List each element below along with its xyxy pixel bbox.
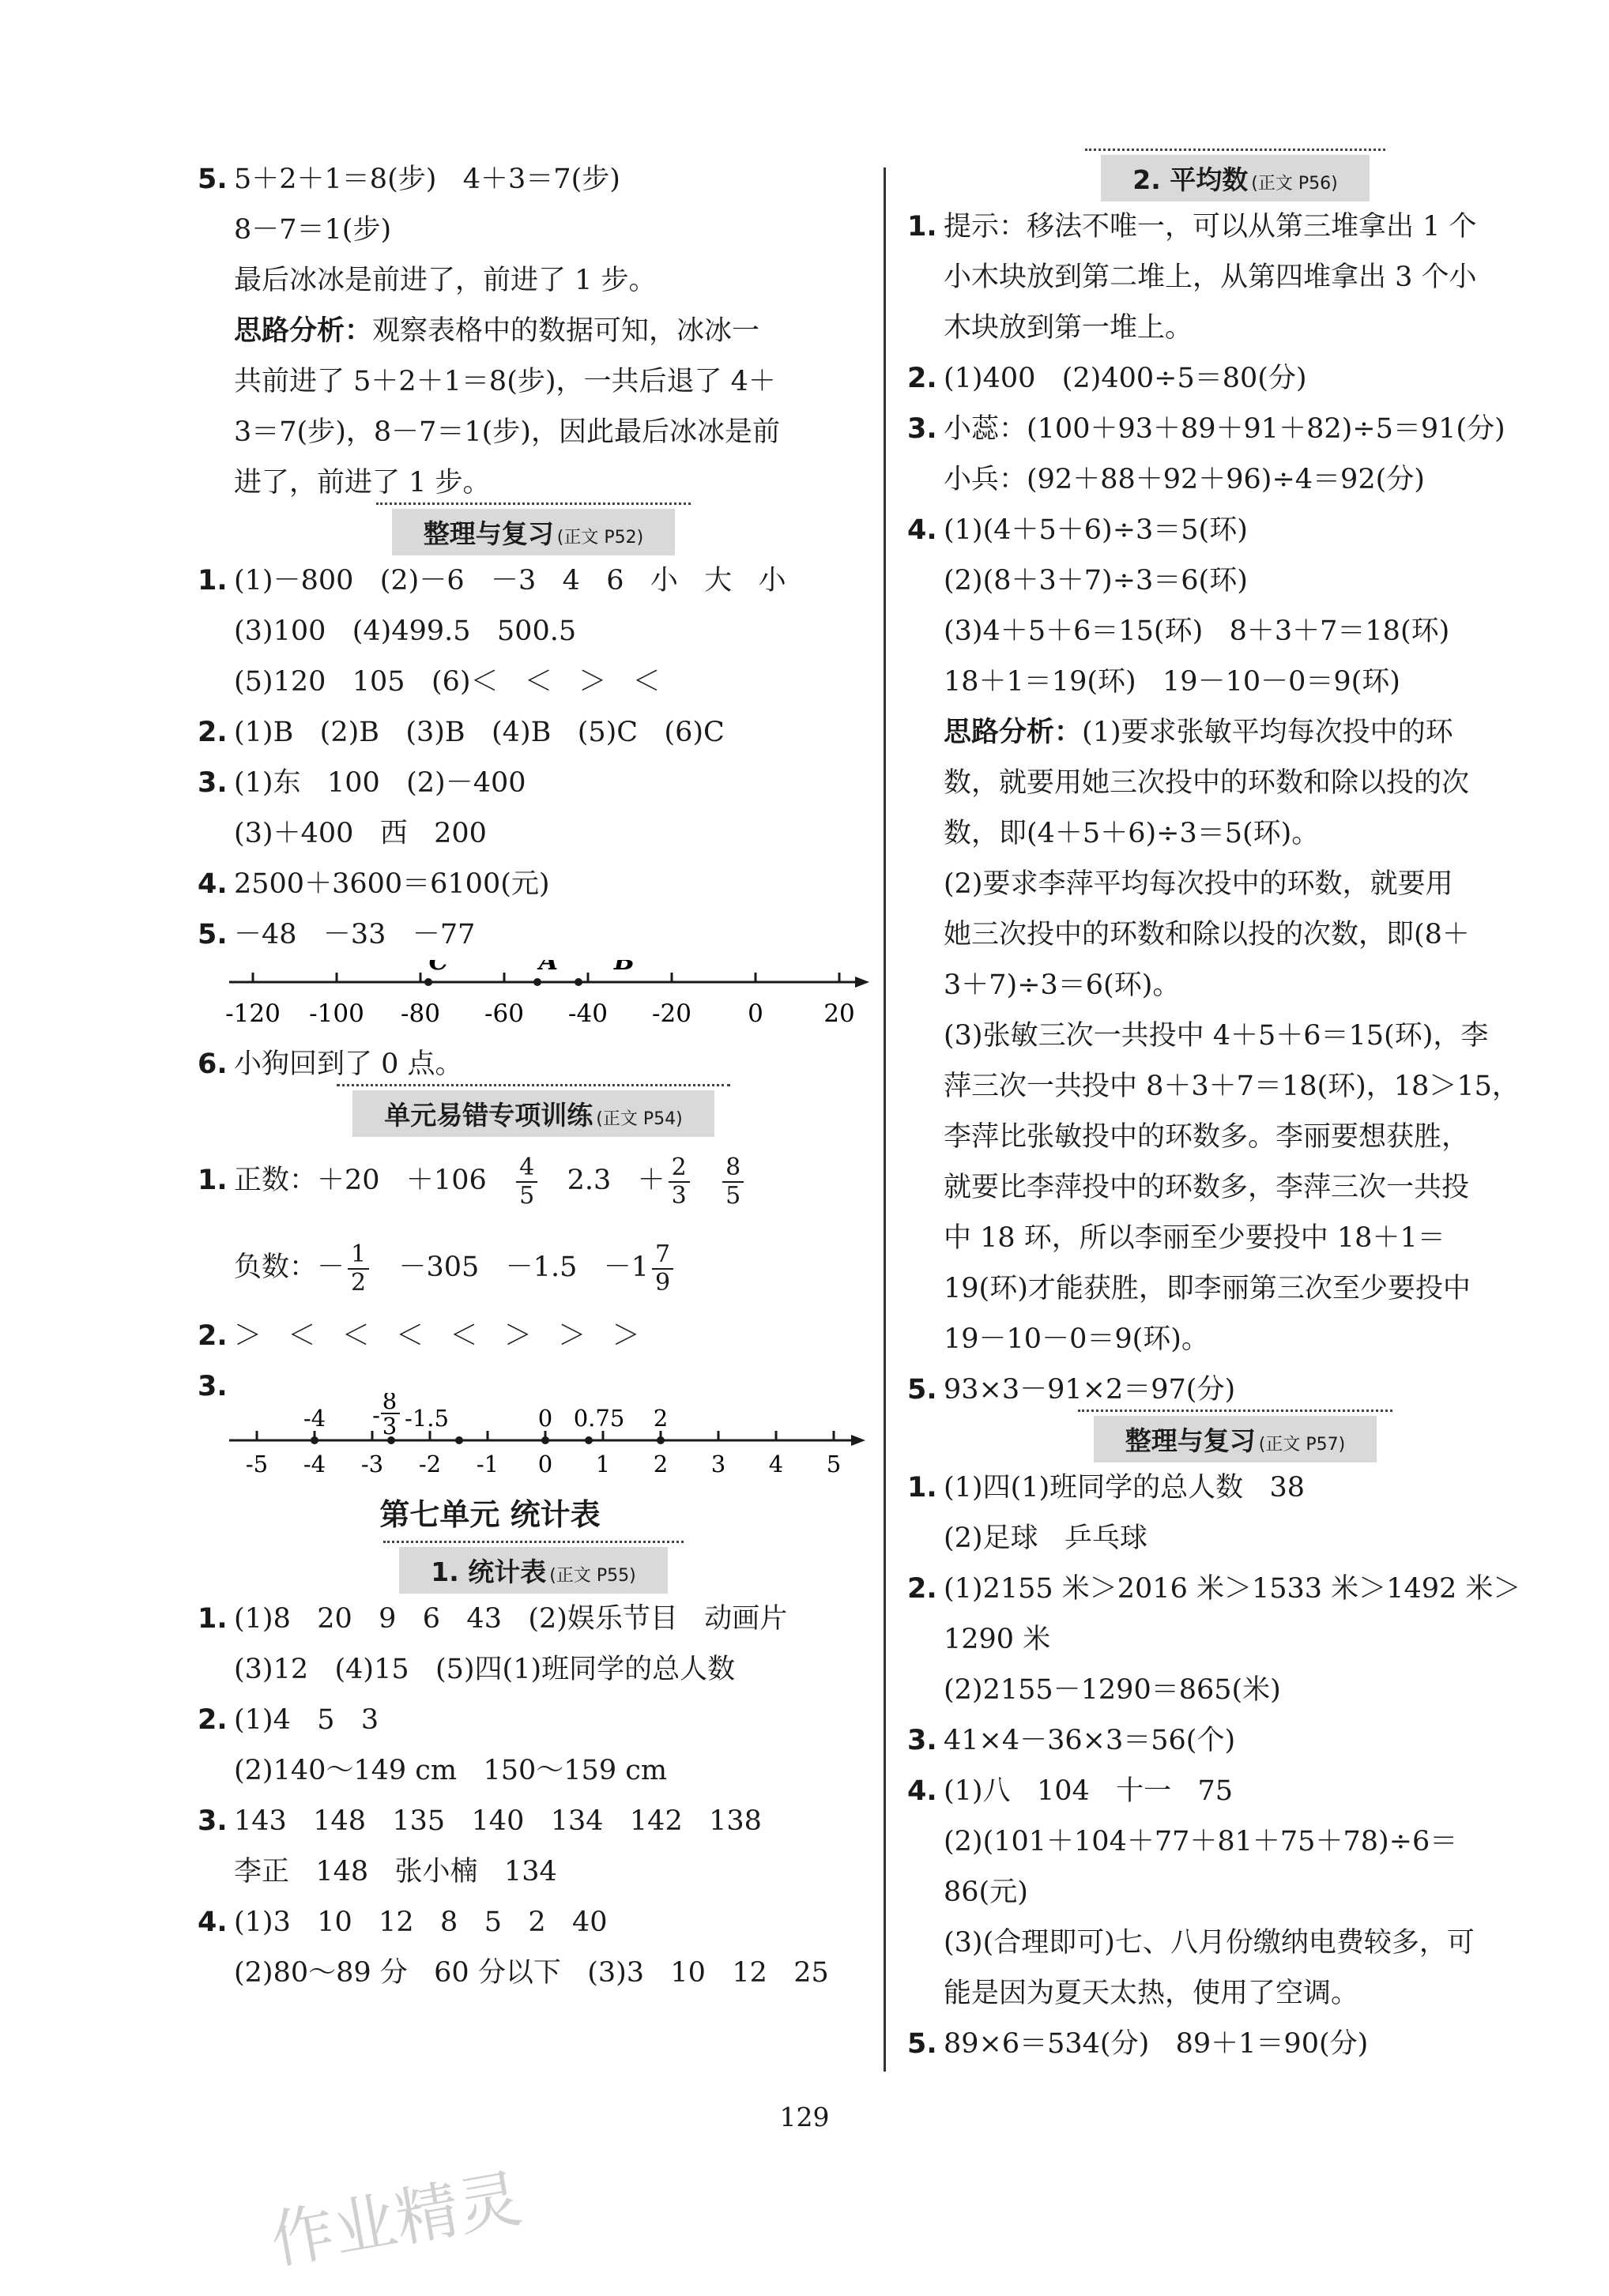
tick-label: 0 xyxy=(748,999,763,1028)
answer-line: 数，就要用她三次投中的环数和除以投的次 xyxy=(944,767,1470,799)
point-label: 8 xyxy=(382,1393,398,1414)
tick-label: -80 xyxy=(401,999,440,1028)
answer-line: (3)12 (4)15 (5)四(1)班同学的总人数 xyxy=(234,1654,736,1685)
answer-line: (3)4＋5＋6＝15(环) 8＋3＋7＝18(环) xyxy=(944,615,1450,647)
fraction: $\frac{4}{5}$ xyxy=(516,1154,537,1210)
answer-line: (5)120 105 (6)＜ ＜ ＞ ＜ xyxy=(234,666,661,698)
answer-line: 思路分析：观察表格中的数据可知，冰冰一 xyxy=(234,315,760,347)
point-label: -4 xyxy=(303,1405,326,1432)
answer-line: 3. 41×4－36×3＝56(个) xyxy=(907,1725,1236,1756)
fraction: $\frac{1}{2}$ xyxy=(348,1241,369,1297)
page-number: 129 xyxy=(779,2102,830,2132)
point-label-c: C xyxy=(428,960,449,976)
answer-line: 共前进了 5＋2＋1＝8(步)，一共后退了 4＋ xyxy=(234,366,776,397)
answer-line: 3. (1)东 100 (2)－400 xyxy=(198,767,526,799)
section-heading: 单元易错专项训练 (正文 P54) xyxy=(198,1090,869,1137)
answer-line: 3＋7)÷3＝6(环)。 xyxy=(944,969,1181,1001)
answer-line: 中 18 环，所以李丽至少要投中 18＋1＝ xyxy=(944,1222,1445,1254)
point-label: 0.75 xyxy=(573,1405,625,1432)
answer-line: 木块放到第一堆上。 xyxy=(944,312,1193,344)
tick-label: 5 xyxy=(826,1451,842,1477)
point-label: 0 xyxy=(537,1405,553,1432)
tick-label: 3 xyxy=(710,1451,726,1477)
answer-line: 1290 米 xyxy=(944,1624,1051,1655)
section-heading: 整理与复习 (正文 P57) xyxy=(907,1415,1563,1462)
answer-line: 2. (1)400 (2)400÷5＝80(分) xyxy=(907,363,1307,394)
section-heading: 2. 平均数 (正文 P56) xyxy=(907,154,1563,201)
answer-line: (2)足球 乒乓球 xyxy=(944,1523,1147,1554)
answer-line: 4. (1)3 10 12 8 5 2 40 xyxy=(198,1906,608,1938)
answer-line: (2)140～149 cm 150～159 cm xyxy=(234,1755,668,1786)
tick-label: -60 xyxy=(484,999,524,1028)
tick-label: -120 xyxy=(225,999,281,1028)
unit-title: 第七单元 统计表 xyxy=(379,1497,601,1532)
answer-line: (2)(101＋104＋77＋81＋75＋78)÷6＝ xyxy=(944,1826,1458,1858)
answer-line: 数，即(4＋5＋6)÷3＝5(环)。 xyxy=(944,818,1320,849)
tick-label: 2 xyxy=(653,1451,669,1477)
answer-line: (3)(合理即可)七、八月份缴纳电费较多，可 xyxy=(944,1927,1475,1959)
answer-line: 负数：－ $\frac{1}{2}$ －305 －1.5 －1 $\frac{7}{9}$ xyxy=(198,1224,869,1311)
answer-line: 就要比李萍投中的环数多，李萍三次一共投 xyxy=(944,1172,1470,1203)
point xyxy=(657,1436,665,1444)
answer-line: 能是因为夏天太热，使用了空调。 xyxy=(944,1978,1359,2009)
point-c xyxy=(424,978,432,986)
answer-line: 4. 2500＋3600＝6100(元) xyxy=(198,868,550,900)
answer-line: 萍三次一共投中 8＋3＋7＝18(环)，18＞15， xyxy=(944,1071,1520,1102)
tick-label: 4 xyxy=(768,1451,784,1477)
number-line-1 xyxy=(198,960,869,1036)
answer-line: 19(环)才能获胜，即李丽第三次至少要投中 xyxy=(944,1273,1471,1304)
answer-line: 8－7＝1(步) xyxy=(234,214,392,246)
answer-line: 86(元) xyxy=(944,1876,1028,1908)
answer-line: 她三次投中的环数和除以投的次数，即(8＋ xyxy=(944,919,1470,950)
fraction: $\frac{2}{3}$ xyxy=(669,1154,690,1210)
left-column xyxy=(198,154,869,1998)
answer-line: 19－10－0＝9(环)。 xyxy=(944,1323,1209,1355)
tick-label: -4 xyxy=(303,1451,326,1477)
point xyxy=(585,1436,593,1444)
tick-label: -20 xyxy=(652,999,691,1028)
answer-line: 4. (1)(4＋5＋6)÷3＝5(环) xyxy=(907,514,1248,546)
answer-line: 李萍比张敏投中的环数多。李丽要想获胜， xyxy=(944,1121,1470,1153)
answer-line: (3)100 (4)499.5 500.5 xyxy=(234,615,577,647)
point xyxy=(311,1436,318,1444)
tick-label: 1 xyxy=(595,1451,611,1477)
answer-line: 3. 小蕊：(100＋93＋89＋91＋82)÷5＝91(分) xyxy=(907,413,1505,445)
section-heading: 整理与复习 (正文 P52) xyxy=(198,508,869,555)
answer-line: (2)80～89 分 60 分以下 (3)3 10 12 25 xyxy=(234,1957,829,1989)
answer-line: (2)2155－1290＝865(米) xyxy=(944,1674,1281,1706)
point-label-b: B xyxy=(613,960,635,976)
tick-label: -3 xyxy=(360,1451,384,1477)
section-heading: 1. 统计表 (正文 P55) xyxy=(198,1546,869,1594)
answer-line: (3)张敏三次一共投中 4＋5＋6＝15(环)，李 xyxy=(944,1020,1489,1052)
answer-line: 18＋1＝19(环) 19－10－0＝9(环) xyxy=(944,666,1400,698)
answer-line: 4. (1)八 104 十一 75 xyxy=(907,1775,1234,1807)
point-a xyxy=(533,978,541,986)
answer-line: 最后冰冰是前进了，前进了 1 步。 xyxy=(234,265,657,296)
point-b xyxy=(575,978,582,986)
right-column xyxy=(907,154,1563,2069)
answer-line: 2. (1)B (2)B (3)B (4)B (5)C (6)C xyxy=(198,717,725,748)
answer-line: 小兵：(92＋88＋92＋96)÷4＝92(分) xyxy=(944,464,1425,495)
answer-line: 5. －48 －33 －77 xyxy=(198,919,476,950)
answer-line: 1. (1)四(1)班同学的总人数 38 xyxy=(907,1472,1306,1504)
answer-line: 1. (1)－800 (2)－6 －3 4 6 小 大 小 xyxy=(198,565,786,597)
point xyxy=(455,1436,463,1444)
tick-label: -1 xyxy=(476,1451,499,1477)
answer-line: 2. ＞ ＜ ＜ ＜ ＜ ＞ ＞ ＞ xyxy=(198,1320,640,1352)
point-label-a: A xyxy=(538,960,559,976)
point-label: 2 xyxy=(653,1405,669,1432)
answer-line: (2)要求李萍平均每次投中的环数，就要用 xyxy=(944,868,1453,900)
column-divider xyxy=(884,167,886,2072)
point xyxy=(541,1436,549,1444)
answer-line: 2. (1)4 5 3 xyxy=(198,1704,379,1736)
point-label: - xyxy=(372,1402,380,1428)
fraction: $\frac{7}{9}$ xyxy=(652,1241,673,1297)
tick-label: -2 xyxy=(418,1451,442,1477)
point-label: -1.5 xyxy=(405,1405,449,1432)
answer-line: 6. 小狗回到了 0 点。 xyxy=(198,1048,463,1080)
answer-line: 3. xyxy=(198,1371,228,1402)
point-label: 3 xyxy=(382,1413,398,1440)
answer-line: 3＝7(步)，8－7＝1(步)，因此最后冰冰是前 xyxy=(234,416,780,448)
answer-line: 思路分析：(1)要求张敏平均每次投中的环 xyxy=(944,717,1453,748)
tick-label: -5 xyxy=(245,1451,269,1477)
answer-line: 3. 143 148 135 140 134 142 138 xyxy=(198,1805,762,1837)
answer-line: 1. (1)8 20 9 6 43 (2)娱乐节目 动画片 xyxy=(198,1603,788,1635)
fraction: $\frac{8}{5}$ xyxy=(722,1154,744,1210)
answer-line: 1. 正数：＋20 ＋106 $\frac{4}{5}$ 2.3 ＋ $\frac{2}{3}$ $\frac{8}{5}$ xyxy=(198,1137,869,1224)
answer-line: (3)＋400 西 200 xyxy=(234,818,487,849)
tick-label: 0 xyxy=(537,1451,553,1477)
answer-line: (2)(8＋3＋7)÷3＝6(环) xyxy=(944,565,1248,597)
answer-line: 1. 提示：移法不唯一，可以从第三堆拿出 1 个 xyxy=(907,211,1477,243)
answer-line: 小木块放到第二堆上，从第四堆拿出 3 个小 xyxy=(944,262,1477,293)
tick-label: -100 xyxy=(309,999,364,1028)
answer-line: 5. 5＋2＋1＝8(步) 4＋3＝7(步) xyxy=(198,164,620,195)
answer-line: 2. (1)2155 米＞2016 米＞1533 米＞1492 米＞ xyxy=(907,1573,1521,1605)
tick-label: -40 xyxy=(568,999,608,1028)
answer-line: 李正 148 张小楠 134 xyxy=(234,1856,557,1888)
tick-label: 20 xyxy=(823,999,855,1028)
answer-line: 进了，前进了 1 步。 xyxy=(234,467,491,499)
number-line-2 xyxy=(198,1393,869,1480)
answer-line: 5. 93×3－91×2＝97(分) xyxy=(907,1374,1236,1406)
answer-line: 5. 89×6＝534(分) 89＋1＝90(分) xyxy=(907,2028,1369,2060)
watermark: 作业精灵 xyxy=(265,2161,527,2278)
